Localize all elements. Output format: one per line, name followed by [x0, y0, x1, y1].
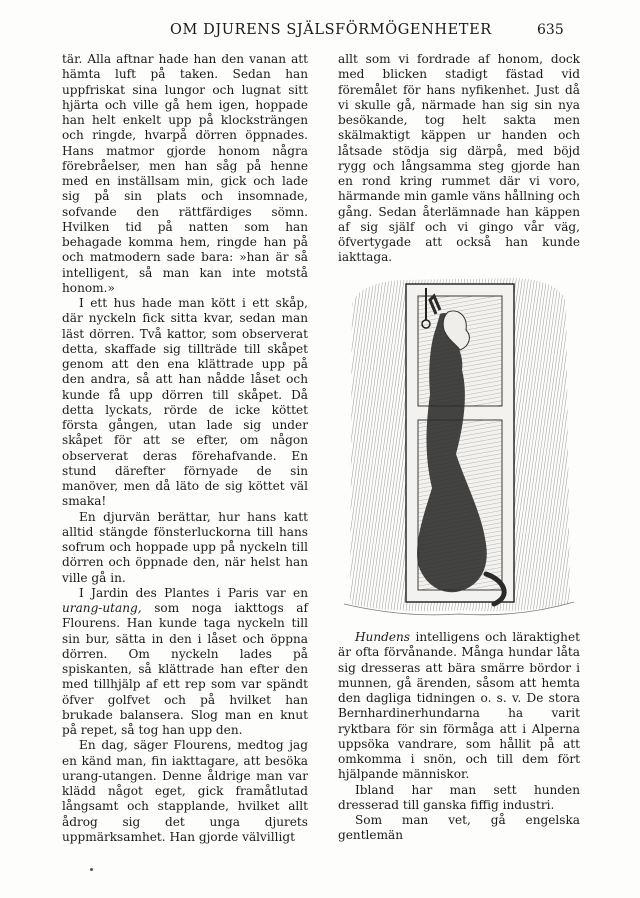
text-run: som noga iakttogs af Flourens. Han kunde taga nyckeln till sin bur, sätta in den i låset och öppna dörren. Om nyckeln lades på spiskanten, så klättrade han efter den med tillhjälp af ett rep som var spändt öfver golfvet och på hvilket han brukade balansera. Slog man en knut på repet, så tog han upp den.	[62, 601, 308, 737]
paragraph-continued: tär. Alla aftnar hade han den vanan att hämta luft på taken. Sedan han uppfriskat sina lungor och lugnat sitt hjärta och ville gå hem igen, hoppade han helt enkelt upp på klocksträngen och ringde, hvarpå dörren öppnades. Hans matmor gjorde honom några förebråelser, men han såg på henne med en inställsam min, gick och lade sig på sin plats och insomnade, sofvande den rättfärdiges sömn. Hvilken tid på natten som han behagade komma hem, ringde han på och matmodern sade bara: »han är så intelligent, så man kan inte motstå honom.»	[62, 52, 308, 295]
paragraph-dog-industry: Ibland har man sett hunden dresserad till ganska fiffig industri.	[338, 782, 580, 812]
running-header	[0, 22, 640, 42]
print-speck	[90, 868, 93, 871]
emphasis-hundens: Hundens	[355, 630, 411, 644]
right-column-top	[338, 52, 580, 266]
paragraph-shutters: En djurvän berättar, hur hans katt alltid stängde fönsterluckorna till hans sofrum och hoppade upp på nyckeln till dörren och öppnade den, när helst han ville gå in.	[62, 509, 308, 585]
engraving-svg	[344, 274, 574, 620]
page-number: 635	[537, 22, 564, 38]
paragraph-dogs	[338, 630, 580, 783]
right-column-bottom	[338, 630, 580, 844]
cat-engraving	[344, 274, 574, 620]
text-run: I Jardin des Plantes i Paris var en	[79, 585, 308, 600]
emphasis-urang-utang: urang-utang,	[62, 601, 142, 615]
paragraph-meat-cupboard: I ett hus hade man kött i ett skåp, där nyckeln fick sitta kvar, sedan man läst dörren. Två kattor, som observerat detta, skaffade sig tillträde till skåpet genom att den ena klättrade upp på den andra, så att han nådde låset och kunde få upp dörren till skåpet. Då detta lyckats, rörde de icke köttet första gången, utan lade sig under skåpet för att se efter, om någon observerat deras förehafvande. En stund därefter förnyade de sin manöver, men då läto de sig köttet väl smaka!	[62, 296, 308, 509]
paragraph-jardin-des-plantes	[62, 586, 308, 739]
paragraph-continued-right: allt som vi fordrade af honom, dock med blicken stadigt fästad vid föremålet för hans nyfikenhet. Just då vi skulle gå, närmade han sig sin nya besökande, tog helt sakta men skälmaktigt käppen ur handen och låtsade stödja sig därpå, med böjd rygg och långsamma steg gjorde han en rond kring rummet där vi voro, härmande min gamle väns hållning och gång. Sedan återlämnade han käppen af sig själf och vi gingo vår väg, öfvertygade att också han kunde iakttaga.	[338, 52, 580, 265]
running-title: OM DJURENS SJÄLSFÖRMÖGENHETER	[170, 22, 492, 38]
paragraph-flourens-visit: En dag, säger Flourens, medtog jag en känd man, fin iakttagare, att besöka urang-utangen. Denne åldrige man var klädd något eget, gick framåtlutad långsamt och stapplande, hvilket allt ådrog sig det unga djurets uppmärksamhet. Han gjorde välvilligt	[62, 738, 308, 844]
text-run: intelligens och läraktighet är ofta förvånande. Många hundar låta sig dresseras att bära smärre bördor i munnen, gå ärenden, såsom att hemta den dagliga tidningen o. s. v. De stora Bernhardinerhundarna ha varit ryktbara för sin förmåga att i Alperna uppsöka vandrare, som hållit på att omkomma i snön, och till dem fört hjälpande människor.	[338, 630, 580, 782]
left-column	[62, 52, 308, 845]
paragraph-english-gentlemen: Som man vet, gå engelska gentlemän	[338, 813, 580, 843]
